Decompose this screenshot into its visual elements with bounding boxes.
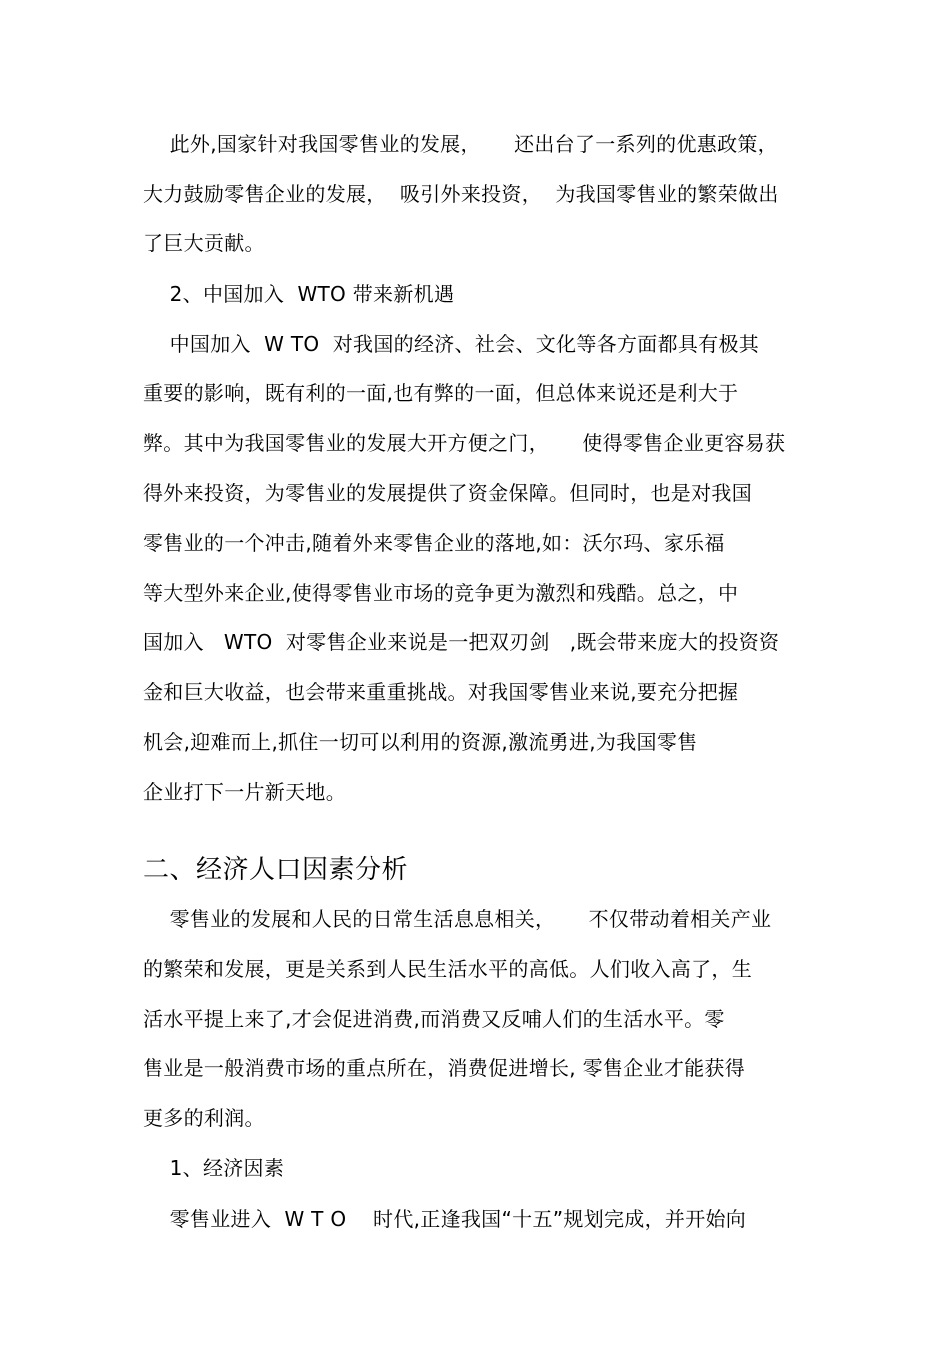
paragraph-line: 机会,迎难而上,抓住一切可以利用的资源,激流勇进,为我国零售	[143, 730, 698, 754]
paragraph-line: 等大型外来企业,使得零售业市场的竞争更为激烈和残酷。总之，中	[143, 581, 739, 605]
paragraph-line: 弊。其中为我国零售业的发展大开方便之门， 使得零售企业更容易获	[143, 431, 786, 455]
paragraph-line: 大力鼓励零售企业的发展， 吸引外来投资， 为我国零售业的繁荣做出	[143, 182, 779, 206]
paragraph-line: 的繁荣和发展，更是关系到人民生活水平的高低。人们收入高了，生	[143, 957, 752, 981]
paragraph-line: 零售业的一个冲击,随着外来零售企业的落地,如：沃尔玛、家乐福	[143, 531, 725, 555]
paragraph-line: 国加入 WTO 对零售企业来说是一把双刃剑 ,既会带来庞大的投资资	[143, 630, 780, 654]
paragraph-line: 重要的影响，既有利的一面,也有弊的一面，但总体来说还是利大于	[143, 381, 739, 405]
paragraph-line: 金和巨大收益，也会带来重重挑战。对我国零售业来说,要充分把握	[143, 680, 739, 704]
paragraph-line: 此外,国家针对我国零售业的发展， 还出台了一系列的优惠政策，	[143, 132, 778, 156]
subheading-wto: 2、中国加入 WTO 带来新机遇	[143, 282, 455, 306]
paragraph-line: 企业打下一片新天地。	[143, 780, 346, 804]
paragraph-line: 零售业进入 W T O 时代,正逢我国“十五”规划完成，并开始向	[143, 1207, 747, 1231]
paragraph-line: 活水平提上来了,才会促进消费,而消费又反哺人们的生活水平。零	[143, 1007, 725, 1031]
paragraph-line: 中国加入 W TO 对我国的经济、社会、文化等各方面都具有极其	[143, 332, 760, 356]
section-heading: 二、经济人口因素分析	[143, 855, 409, 885]
paragraph-line: 零售业的发展和人民的日常生活息息相关， 不仅带动着相关产业	[143, 907, 772, 931]
paragraph-line: 更多的利润。	[143, 1106, 265, 1130]
paragraph-line: 售业是一般消费市场的重点所在，消费促进增长, 零售企业才能获得	[143, 1056, 746, 1080]
subheading-economic: 1、经济因素	[143, 1156, 285, 1180]
paragraph-line: 了巨大贡献。	[143, 231, 265, 255]
paragraph-line: 得外来投资，为零售业的发展提供了资金保障。但同时，也是对我国	[143, 481, 752, 505]
